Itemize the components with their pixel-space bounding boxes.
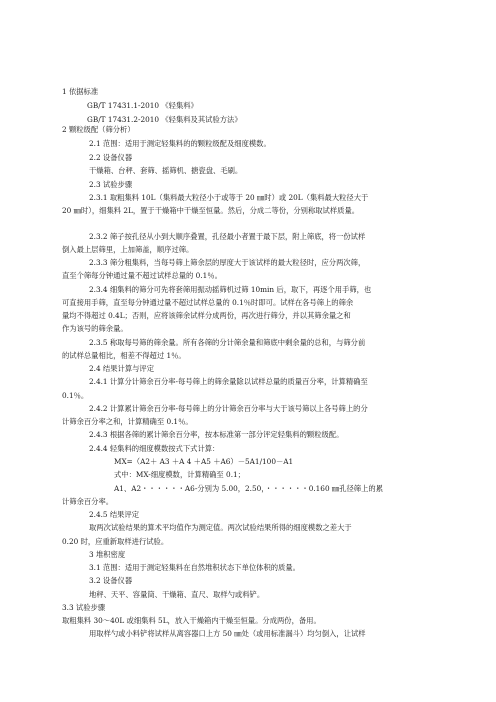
para-2-3: 2.3 试验步骤 <box>89 180 133 189</box>
section-1-heading: 1 依据标准 <box>62 87 99 96</box>
standard-ref-2: GB/T 17431.2-2010 《轻集料及其试验方法》 <box>87 115 242 124</box>
para-2-4-5-a: 取两次试验结果的算术平均值作为测定值。两次试验结果所得的细度模数之差大于 <box>89 523 352 532</box>
para-3-1: 3.1 范围：适用于测定轻集料在自然堆积状态下单位体积的质量。 <box>89 563 300 572</box>
para-2-3-4-d: 作为该号的筛余量。 <box>62 324 128 333</box>
para-2-4: 2.4 结果计算与评定 <box>89 364 155 373</box>
formula-definition-3: 计筛余百分率。 <box>62 497 114 506</box>
para-2-3-3-b: 直至个筛每分钟通过量不超过试样总量的 0.1％。 <box>62 271 222 280</box>
para-3-2-body: 地秤、天平、容量筒、干燥箱、直尺、取样勺或料铲。 <box>89 590 265 599</box>
para-3-3-b: 用取样勺或小料铲将试样从离容器口上方 50 ㎜处（或用标准漏斗）均匀倒入，让试样 <box>89 629 366 638</box>
para-2-4-1-a: 2.4.1 计算分计筛余百分率-每号筛上的筛余量除以试样总量的质量百分率，计算精确至 <box>89 377 368 386</box>
para-2-3-1-a: 2.3.1 取粗集料 10L（集料最大粒径小于或等于 20 ㎜时）或 20L（集料最大粒径大于 <box>89 193 369 202</box>
para-2-3-3-a: 2.3.3 筛分粗集料，当每号筛上筛余层的厚度大于该试样的最大粒径时，应分两次筛， <box>89 258 366 267</box>
para-2-3-5-b: 的试样总量相比，相差不得超过 1％。 <box>62 351 186 360</box>
para-2-4-4: 2.4.4 轻集料的细度模数按式下式计算： <box>89 444 220 453</box>
para-2-2: 2.2 设备仪器 <box>89 153 133 162</box>
para-2-4-5: 2.4.5 结果评定 <box>89 510 140 519</box>
section-2-heading: 2 颗粒级配（筛分析） <box>62 125 135 134</box>
para-2-3-2-b: 倒入最上层筛里，上加筛盖，顺序过筛。 <box>62 245 194 254</box>
para-2-3-4-a: 2.3.4 细集料的筛分可先将套筛用振动摇筛机过筛 10min 后，取下，再逐个用手筛，也 <box>89 285 372 294</box>
para-2-4-1-b: 0.1％。 <box>62 391 89 400</box>
para-2-3-1-b: 20 ㎜时），细集料 2L，置于干燥箱中干燥至恒量。然后，分成二等份，分别称取试样质量。 <box>62 206 360 215</box>
para-2-4-5-b: 0.20 时，应重新取样进行试验。 <box>62 537 169 546</box>
para-2-4-2-a: 2.4.2 计算累计筛余百分率-每号筛上的分计筛余百分率与大于该号筛以上各号筛上的分 <box>89 404 368 413</box>
standard-ref-1: GB/T 17431.1-2010 《轻集料》 <box>87 101 198 110</box>
para-2-3-4-b: 可直接用手筛，直至每分钟通过量不超过试样总量的 0.1％时即可。试样在各号筛上的筛余 <box>62 298 354 307</box>
para-2-3-4-c: 量均不得超过 0.4L；否则，应将该筛余试样分成两份，再次进行筛分，并以其筛余量之和 <box>62 311 351 320</box>
para-3-3-a: 取粗集料 30～40L 或细集料 5L，放入干燥箱内干燥至恒量。分成两份，备用。 <box>62 616 321 625</box>
para-2-2-body: 干燥箱、台秤、套筛、摇筛机、搪瓷盘、毛刷。 <box>89 166 243 175</box>
formula-definition-2: A1、A2・・・・・・A6-分别为 5.00，2.50，・・・・・・0.160 ㎜孔径筛上的累 <box>114 484 383 493</box>
para-3-2: 3.2 设备仪器 <box>89 576 133 585</box>
para-3-3: 3.3 试验步骤 <box>62 603 106 612</box>
para-2-3-5-a: 2.3.5 称取每号筛的筛余量。所有各筛的分计筛余量和筛底中剩余量的总和，与筛分前 <box>89 338 366 347</box>
para-2-4-2-b: 计筛余百分率之和，计算精确至 0.1％。 <box>62 417 193 426</box>
para-2-3-2-a: 2.3.2 筛子按孔径从小到大顺序叠置，孔径最小者置于最下层，附上筛底，将一份试样 <box>89 232 366 241</box>
para-2-1: 2.1 范围：适用于测定轻集料的的颗粒级配及细度模数。 <box>89 139 271 148</box>
para-2-4-3: 2.4.3 根据各筛的累计筛余百分率，按本标准第一部分评定轻集料的颗粒级配。 <box>89 430 344 439</box>
formula-line: MX=（A2＋ A3 ＋A 4 ＋A5 ＋A6）－5A1/100－A1 <box>114 457 294 466</box>
section-3-heading: 3 堆积密度 <box>89 550 126 559</box>
formula-definition-1: 式中：MX-细度模数，计算精确至 0.1； <box>114 470 245 479</box>
